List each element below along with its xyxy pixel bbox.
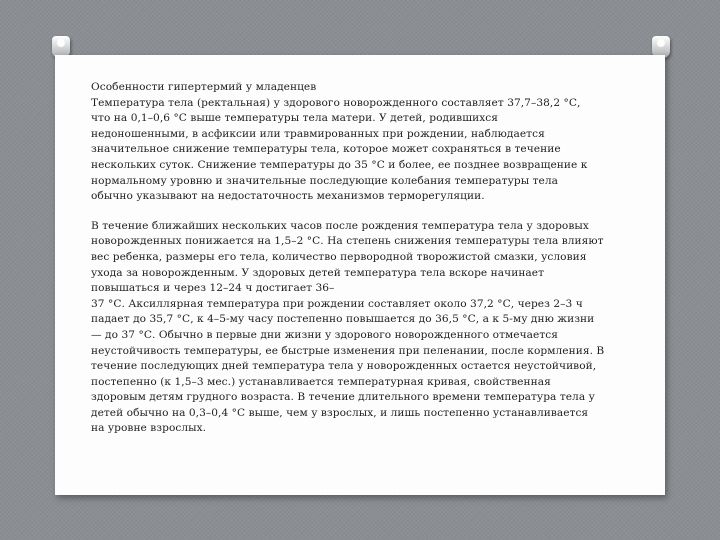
text-line: новорожденных понижается на 1,5–2 °С. На степень снижения температуры тела влияют — [91, 235, 604, 248]
text-line: что на 0,1–0,6 °С выше температуры тела матери. У детей, родившихся — [91, 112, 498, 125]
text-line: детей обычно на 0,3–0,4 °С выше, чем у взрослых, и лишь постепенно устанавливается — [91, 406, 589, 419]
text-line: — до 37 °С. Обычно в первые дни жизни у здорового новорожденного отмечается — [91, 328, 558, 341]
document-text — [91, 80, 631, 437]
paragraph-gap — [91, 205, 631, 219]
text-line: на уровне взрослых. — [91, 422, 207, 435]
text-line: течение последующих дней температура тела у новорожденных остается неустойчивой, — [91, 360, 597, 373]
text-line: ухода за новорожденным. У здоровых детей температура тела вскоре начинает — [91, 266, 545, 279]
text-line: 37 °С. Аксиллярная температура при рождении составляет около 37,2 °С, через 2–3 ч — [91, 297, 583, 310]
text-line: неустойчивость температуры, ее быстрые изменения при пеленании, после кормления. В — [91, 344, 605, 357]
text-line: падает до 35,7 °С, к 4–5-му часу постепенно повышается до 36,5 °С, а к 5-му дню жизни — [91, 313, 595, 326]
document-title: Особенности гипертермий у младенцев — [91, 81, 317, 93]
text-line: недоношенными, в асфиксии или травмированных при рождении, наблюдается — [91, 127, 545, 140]
text-line: постепенно (к 1,5–3 мес.) устанавливается температурная кривая, свойственная — [91, 375, 551, 388]
text-line: вес ребенка, размеры его тела, количество первородной творожистой смазки, условия — [91, 250, 587, 263]
paragraph-1 — [91, 96, 631, 205]
text-line: обычно указывают на недостаточность механизмов терморегуляции. — [91, 190, 485, 203]
text-line: здоровым детям грудного возраста. В течение длительного времени температура тела у — [91, 391, 595, 404]
text-line: Температура тела (ректальная) у здорового новорожденного составляет 37,7–38,2 °С, — [91, 96, 581, 109]
text-line: нормальному уровню и значительные последующие колебания температуры тела — [91, 174, 558, 187]
text-line: значительное снижение температуры тела, которое может сохраняться в течение — [91, 143, 561, 156]
paragraph-2 — [91, 219, 631, 437]
text-line: В течение ближайших нескольких часов после рождения температура тела у здоровых — [91, 219, 589, 232]
text-line: повышаться и через 12–24 ч достигает 36– — [91, 282, 335, 295]
text-line: нескольких суток. Снижение температуры до 35 °С и более, ее позднее возвращение к — [91, 158, 588, 171]
